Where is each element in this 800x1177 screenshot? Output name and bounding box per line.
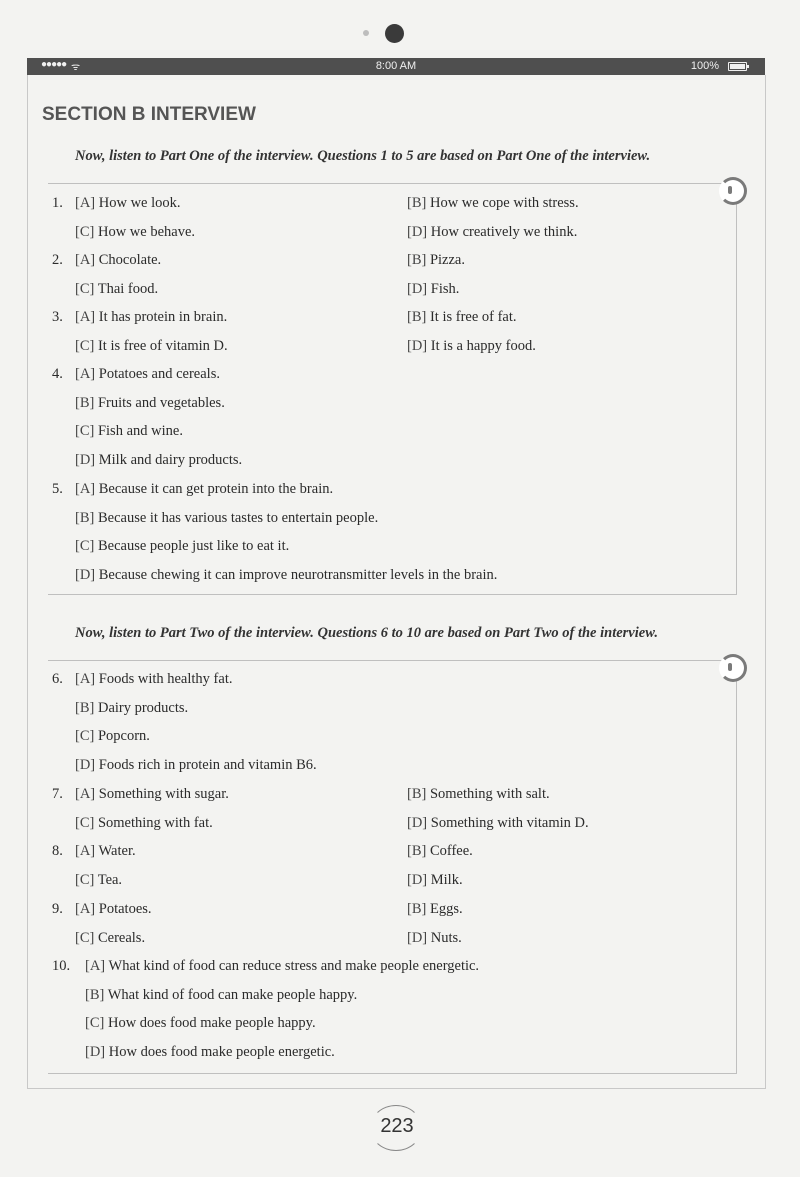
option-letter: [B]: [85, 986, 105, 1003]
option-text: Chocolate.: [98, 252, 162, 268]
option-text: Because it can get protein into the brain.: [98, 481, 334, 497]
status-time: 8:00 AM: [375, 60, 417, 72]
answer-option[interactable]: [407, 815, 589, 832]
option-letter: [A]: [85, 958, 106, 974]
option-text: It is a happy food.: [430, 337, 536, 354]
option-text: How we look.: [98, 195, 181, 211]
option-letter: [C]: [75, 728, 95, 745]
option-letter: [C]: [75, 280, 95, 297]
option-letter: [C]: [75, 337, 95, 354]
option-letter: [C]: [85, 1015, 105, 1032]
question-number: 6.: [52, 671, 63, 687]
option-text: Fish and wine.: [97, 423, 183, 440]
option-text: Because people just like to eat it.: [97, 538, 290, 555]
question-number: 8.: [52, 843, 63, 859]
question-number: 10.: [52, 958, 71, 974]
option-text: Something with sugar.: [98, 786, 229, 802]
option-letter: [B]: [75, 699, 95, 716]
option-text: How does food make people happy.: [107, 1015, 316, 1032]
answer-option[interactable]: [75, 510, 378, 527]
answer-option[interactable]: [75, 567, 497, 584]
answer-option[interactable]: [75, 224, 195, 241]
answer-option[interactable]: [407, 872, 463, 889]
option-text: How we cope with stress.: [429, 195, 579, 211]
option-text: What kind of food can make people happy.: [107, 986, 358, 1003]
audio-icon[interactable]: [719, 177, 747, 205]
answer-option[interactable]: [75, 252, 161, 269]
answer-option[interactable]: [407, 281, 459, 298]
answer-option[interactable]: [75, 930, 145, 947]
option-text: It is free of fat.: [429, 309, 517, 325]
battery-percent: 100%: [690, 60, 719, 72]
answer-option[interactable]: [407, 195, 579, 212]
option-letter: [D]: [407, 929, 428, 946]
answer-option[interactable]: [85, 987, 357, 1004]
answer-option[interactable]: [75, 872, 122, 889]
option-text: How we behave.: [97, 223, 196, 240]
answer-option[interactable]: [75, 757, 317, 774]
option-letter: [A]: [75, 195, 96, 211]
option-letter: [B]: [407, 195, 427, 211]
option-letter: [D]: [75, 757, 96, 774]
option-letter: [D]: [75, 567, 96, 584]
option-letter: [B]: [75, 394, 95, 411]
page-number-badge: [368, 1105, 426, 1149]
option-text: Coffee.: [429, 843, 473, 859]
option-text: How creatively we think.: [430, 223, 578, 240]
audio-icon[interactable]: [719, 654, 747, 682]
option-letter: [B]: [75, 509, 95, 526]
option-text: Because it has various tastes to entertain people.: [97, 509, 379, 526]
option-letter: [D]: [85, 1044, 106, 1061]
answer-option[interactable]: [75, 195, 181, 212]
option-letter: [D]: [407, 814, 428, 831]
answer-option[interactable]: [407, 309, 517, 326]
option-letter: [A]: [75, 671, 96, 687]
option-text: Cereals.: [97, 929, 146, 946]
question-number: 2.: [52, 252, 63, 268]
question-number: 3.: [52, 309, 63, 325]
part-one-questions-box: [48, 183, 737, 595]
option-letter: [D]: [407, 871, 428, 888]
question-number: 7.: [52, 786, 63, 802]
part-two-instruction: Now, listen to Part Two of the interview. Questions 6 to 10 are based on Part Two of the interview.: [75, 625, 658, 641]
answer-option[interactable]: [85, 1015, 316, 1032]
option-text: Tea.: [97, 871, 123, 888]
option-text: Water.: [98, 843, 136, 859]
option-text: How does food make people energetic.: [108, 1044, 335, 1061]
question-number: 9.: [52, 901, 63, 917]
option-text: Something with salt.: [429, 786, 550, 802]
option-letter: [D]: [75, 452, 96, 469]
answer-option[interactable]: [407, 843, 473, 860]
option-text: Fruits and vegetables.: [97, 394, 225, 411]
option-letter: [C]: [75, 871, 95, 888]
question-number: 5.: [52, 481, 63, 497]
option-letter: [A]: [75, 786, 96, 802]
option-letter: [C]: [75, 538, 95, 555]
answer-option[interactable]: [75, 538, 289, 555]
answer-option[interactable]: [75, 423, 183, 440]
option-text: Because chewing it can improve neurotransmitter levels in the brain.: [98, 567, 498, 584]
answer-option[interactable]: [407, 786, 550, 803]
answer-option[interactable]: [407, 901, 463, 918]
option-text: What kind of food can reduce stress and make people energetic.: [108, 958, 480, 974]
option-letter: [D]: [407, 223, 428, 240]
page-number: 223: [380, 1115, 414, 1137]
wifi-icon: ᯤ: [71, 62, 81, 73]
answer-option[interactable]: [75, 395, 225, 412]
answer-option[interactable]: [85, 1044, 335, 1061]
option-letter: [B]: [407, 843, 427, 859]
battery-icon: [728, 62, 747, 71]
answer-option[interactable]: [75, 338, 228, 355]
answer-option[interactable]: [75, 700, 188, 717]
option-letter: [B]: [407, 901, 427, 917]
option-letter: [A]: [75, 901, 96, 917]
answer-option[interactable]: [75, 728, 150, 745]
option-text: Eggs.: [429, 901, 463, 917]
option-letter: [D]: [407, 337, 428, 354]
option-text: Foods with healthy fat.: [98, 671, 233, 687]
option-letter: [B]: [407, 309, 427, 325]
option-text: Dairy products.: [97, 699, 189, 716]
answer-option[interactable]: [85, 958, 479, 975]
part-two-questions-box: [48, 660, 737, 1074]
answer-option[interactable]: [75, 281, 158, 298]
option-text: Potatoes and cereals.: [98, 366, 220, 382]
option-letter: [A]: [75, 843, 96, 859]
option-text: It has protein in brain.: [98, 309, 228, 325]
answer-option[interactable]: [75, 309, 227, 326]
answer-option[interactable]: [407, 252, 465, 269]
question-number: 1.: [52, 195, 63, 211]
answer-option[interactable]: [75, 815, 213, 832]
option-text: Nuts.: [430, 929, 462, 946]
camera-lens: [385, 24, 404, 43]
answer-option[interactable]: [407, 224, 577, 241]
question-number: 4.: [52, 366, 63, 382]
option-text: Something with fat.: [97, 814, 213, 831]
answer-option[interactable]: [75, 452, 242, 469]
option-text: Potatoes.: [98, 901, 152, 917]
answer-option[interactable]: [75, 786, 229, 803]
option-text: Foods rich in protein and vitamin B6.: [98, 757, 317, 774]
option-text: Milk.: [430, 871, 463, 888]
option-text: Fish.: [430, 280, 460, 297]
option-text: Pizza.: [429, 252, 465, 268]
status-bar: [27, 58, 765, 75]
answer-option[interactable]: [75, 843, 136, 860]
option-letter: [A]: [75, 481, 96, 497]
option-letter: [C]: [75, 929, 95, 946]
section-title: SECTION B INTERVIEW: [42, 104, 256, 125]
part-one-instruction: Now, listen to Part One of the interview. Questions 1 to 5 are based on Part One of the interview.: [75, 148, 651, 164]
option-letter: [A]: [75, 252, 96, 268]
option-letter: [B]: [407, 786, 427, 802]
option-text: It is free of vitamin D.: [97, 337, 228, 354]
camera-sensor: [363, 30, 369, 36]
answer-option[interactable]: [75, 671, 232, 688]
answer-option[interactable]: [75, 366, 220, 383]
option-letter: [C]: [75, 223, 95, 240]
option-text: Milk and dairy products.: [98, 452, 243, 469]
option-text: Something with vitamin D.: [430, 814, 589, 831]
option-letter: [A]: [75, 366, 96, 382]
signal-icon: ●●●●●: [41, 59, 67, 70]
answer-option[interactable]: [75, 901, 152, 918]
answer-option[interactable]: [75, 481, 333, 498]
option-letter: [B]: [407, 252, 427, 268]
option-text: Popcorn.: [97, 728, 150, 745]
option-letter: [A]: [75, 309, 96, 325]
option-letter: [D]: [407, 280, 428, 297]
option-letter: [C]: [75, 814, 95, 831]
answer-option[interactable]: [407, 338, 536, 355]
answer-option[interactable]: [407, 930, 462, 947]
option-text: Thai food.: [97, 280, 159, 297]
option-letter: [C]: [75, 423, 95, 440]
